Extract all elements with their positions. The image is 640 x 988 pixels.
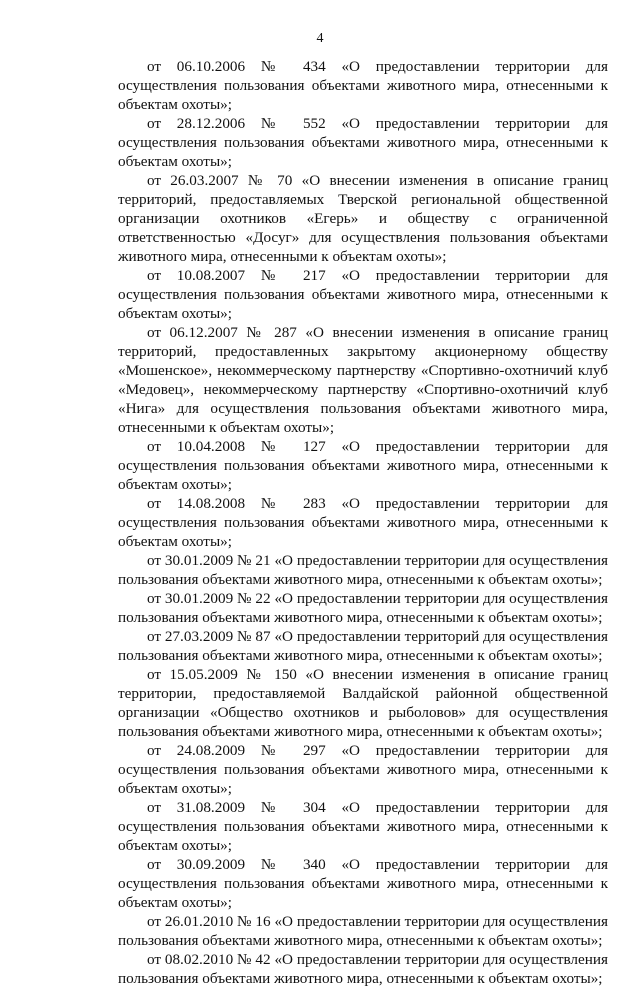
list-item: от 26.03.2007 № 70 «О внесении изменения в описание границ территорий, предоставляемых Тверской региональной общественной организации охотников «Егерь» и обществу с ограниченной ответственностью «Досуг» для осуществления пользования объектами животного мира, отнесенными к объектам охоты»; bbox=[118, 172, 608, 265]
list-item: от 08.02.2010 № 42 «О предоставлении территории для осуществления пользования объектами животного мира, отнесенными к объектам охоты»; bbox=[118, 951, 608, 987]
list-item: от 31.08.2009 № 304 «О предоставлении территории для осуществления пользования объектами животного мира, отнесенными к объектам охоты»; bbox=[118, 799, 608, 854]
list-item: от 15.05.2009 № 150 «О внесении изменения в описание границ территории, предоставляемой Валдайской районной общественной организации «Общество охотников и рыболовов» для осуществления пользования объектами животного мира, отнесенными к объектам охоты»; bbox=[118, 666, 608, 740]
list-item: от 30.01.2009 № 21 «О предоставлении территории для осуществления пользования объектами животного мира, отнесенными к объектам охоты»; bbox=[118, 552, 608, 588]
list-item: от 06.10.2006 № 434 «О предоставлении территории для осуществления пользования объектами животного мира, отнесенными к объектам охоты»; bbox=[118, 58, 608, 113]
list-item: от 10.04.2008 № 127 «О предоставлении территории для осуществления пользования объектами животного мира, отнесенными к объектам охоты»; bbox=[118, 438, 608, 493]
list-item: от 24.08.2009 № 297 «О предоставлении территории для осуществления пользования объектами животного мира, отнесенными к объектам охоты»; bbox=[118, 742, 608, 797]
list-item: от 10.08.2007 № 217 «О предоставлении территории для осуществления пользования объектами животного мира, отнесенными к объектам охоты»; bbox=[118, 267, 608, 322]
list-item: от 28.12.2006 № 552 «О предоставлении территории для осуществления пользования объектами животного мира, отнесенными к объектам охоты»; bbox=[118, 115, 608, 170]
document-body bbox=[118, 57, 608, 988]
list-item: от 30.09.2009 № 340 «О предоставлении территории для осуществления пользования объектами животного мира, отнесенными к объектам охоты»; bbox=[118, 856, 608, 911]
list-item: от 27.03.2009 № 87 «О предоставлении территорий для осуществления пользования объектами животного мира, отнесенными к объектам охоты»; bbox=[118, 628, 608, 664]
list-item: от 06.12.2007 № 287 «О внесении изменения в описание границ территорий, предоставленных закрытому акционерному обществу «Мошенское», некоммерческому партнерству «Спортивно-охотничий клуб «Медовец», некоммерческому партнерству «Спортивно-охотничий клуб «Нига» для осуществления пользования объектами животного мира, отнесенными к объектам охоты»; bbox=[118, 324, 608, 436]
list-item: от 14.08.2008 № 283 «О предоставлении территории для осуществления пользования объектами животного мира, отнесенными к объектам охоты»; bbox=[118, 495, 608, 550]
list-item: от 26.01.2010 № 16 «О предоставлении территории для осуществления пользования объектами животного мира, отнесенными к объектам охоты»; bbox=[118, 913, 608, 949]
list-item: от 30.01.2009 № 22 «О предоставлении территории для осуществления пользования объектами животного мира, отнесенными к объектам охоты»; bbox=[118, 590, 608, 626]
page-number: 4 bbox=[316, 31, 324, 46]
